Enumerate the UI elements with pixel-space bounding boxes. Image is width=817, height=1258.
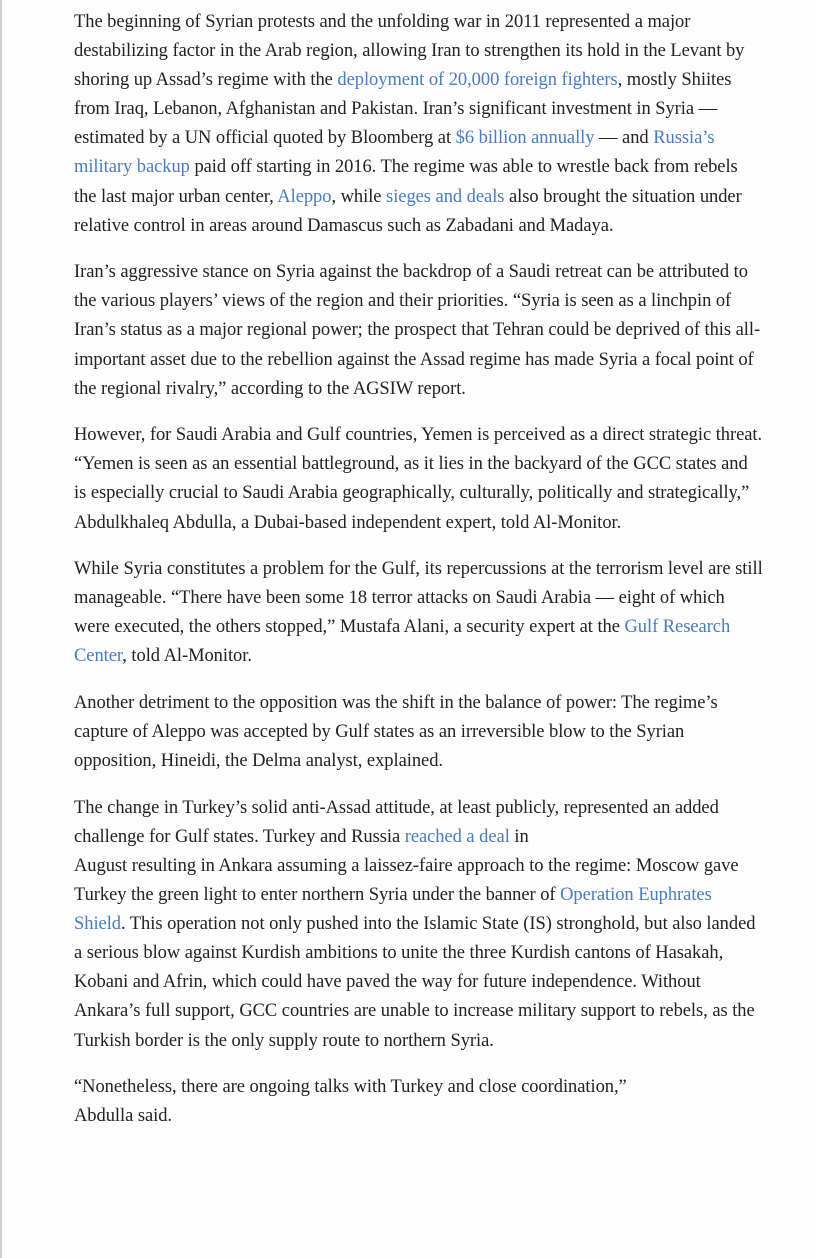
paragraph-text: , told Al-Monitor. [122,646,252,667]
paragraph-4 [74,555,764,671]
paragraph-6 [74,794,764,1056]
paragraph-text: paid off starting in 2016. The regime was able to wrestle back from rebels the last major urban center, [74,157,738,207]
paragraph-text: — and [594,128,654,149]
paragraph-3: However, for Saudi Arabia and Gulf countries, Yemen is perceived as a direct strategic threat. “Yemen is seen as an essential battleground, as it lies in the backyard of the GCC states and is especially crucial to Saudi Arabia geographically, culturally, politically and strategically,” Abdulkhaleq Abdulla, a Dubai-based independent expert, told Al-Monitor. [74,425,763,533]
paragraph-text: While Syria constitutes a problem for the Gulf, its repercussions at the terrorism level are still manageable. “There have been some 18 terror attacks on Saudi Arabia — eight of which were executed, the others stopped,” Mustafa Alani, a security expert at the [74,559,763,638]
link-foreign-fighters[interactable]: deployment of 20,000 foreign fighters [337,70,618,91]
paragraph-text: August resulting in Ankara assuming a laissez-faire approach to the regime: Moscow gave Turkey the green light to enter northern Syria under the banner of [74,855,739,906]
paragraph-text: The beginning of Syrian protests and the unfolding war in 2011 represented a major destabilizing factor in the Arab region, allowing Iran to strengthen its hold in the Levant by shoring up Assad’s regime with the [74,12,745,91]
paragraph-1 [74,8,764,241]
paragraph-text: in [509,826,529,847]
paragraph-7 [74,1073,764,1131]
link-6-billion-annually[interactable]: $6 billion annually [455,128,595,149]
paragraph-text: also brought the situation under relative control in areas around Damascus such as Zabadani and Madaya. [74,186,742,236]
paragraph-text: The change in Turkey’s solid anti-Assad attitude, at least publicly, represented an added challenge for Gulf states. Turkey and Russia [74,797,719,847]
link-sieges-and-deals[interactable]: sieges and deals [386,186,505,207]
paragraph-text: , while [331,186,387,207]
link-russia-military-backup[interactable]: Russia’s military backup [74,128,715,178]
paragraph-text: . This operation not only pushed into the Islamic State (IS) stronghold, but also landed a serious blow against Kurdish ambitions to unite the three Kurdish cantons of Hasakah, Kobani and Afrin, which could have paved the way for future independence. Without Ankara’s full support, GCC countries are unable to increase military support to rebels, as the Turkish border is the only supply route to northern Syria. [74,914,756,1051]
paragraph-text: , mostly Shiites from Iraq, Lebanon, Afghanistan and Pakistan. Iran’s significant investment in Syria — estimated by a UN official quoted by Bloomberg at [74,70,732,149]
paragraph-text: Abdulla said. [74,1106,173,1127]
paragraph-text: “Nonetheless, there are ongoing talks with Turkey and close coordination,” [74,1077,627,1098]
link-operation-euphrates-shield[interactable]: Operation Euphrates Shield [74,885,712,935]
paragraph-2: Iran’s aggressive stance on Syria against the backdrop of a Saudi retreat can be attributed to the various players’ views of the region and their priorities. “Syria is seen as a linchpin of Iran’s status as a major regional power; the prospect that Tehran could be deprived of this all-important asset due to the rebellion against the Assad regime has made Syria a focal point of the regional rivalry,” according to the AGSIW report. [74,262,761,399]
paragraph-5: Another detriment to the opposition was the shift in the balance of power: The regime’s capture of Aleppo was accepted by Gulf states as an irreversible blow to the Syrian opposition, Hineidi, the Delma analyst, explained. [74,692,718,772]
article-body [74,8,764,1149]
link-gulf-research-center[interactable]: Gulf Research Center [74,617,731,667]
link-aleppo[interactable]: Aleppo [277,186,332,207]
link-reached-a-deal[interactable]: reached a deal [404,826,510,847]
